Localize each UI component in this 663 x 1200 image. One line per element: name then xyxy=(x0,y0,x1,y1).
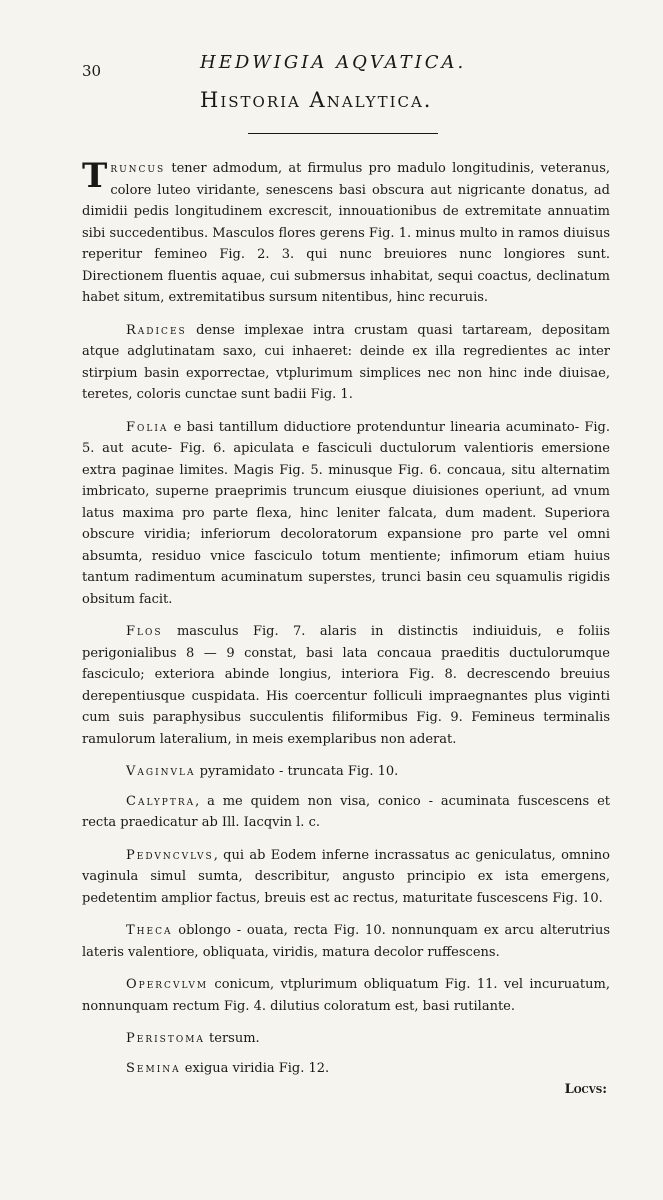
paragraph-lead-word: Flos xyxy=(126,624,163,639)
paragraph-text: tersum. xyxy=(204,1031,260,1046)
paragraph-lead-word: Semina xyxy=(126,1060,181,1076)
paragraph-folia xyxy=(82,417,610,611)
section-title: Historia Analytica. xyxy=(200,88,433,112)
paragraph-lead-word: runcus xyxy=(110,161,166,176)
paragraph-radices xyxy=(82,320,610,406)
paragraph-text: tener admodum, at firmulus pro madulo longitudinis, veteranus, colore luteo viridante, senescens basi obscura aut nigricante donatus, ad dimidii pedis longitudinem excrescit, innouationibus de extremitate annuatim sibi succedentibus. Masculos flores gerens Fig. 1. minus multo in ramos diuisus reperitur femineo Fig. 2. 3. qui nunc breuiores nunc longiores sunt. Directionem fluentis aquae, cui submersus inhabitat, sequi coactus, declinatum habet situm, extremitatibus sursum nitentibus, hinc recuruis. xyxy=(82,161,610,305)
paragraph-truncus xyxy=(82,158,610,309)
paragraph-pedunculus xyxy=(82,845,610,910)
paragraph-text: dense implexae intra crustam quasi tartaream, depositam atque adglutinatam saxo, cui inhaeret: deinde ex illa regredientes ac inter stirpium basin exporrectae, vtplurimum simplices nec non hinc inde diuisae, teretes, coloris cunctae sunt badii Fig. 1. xyxy=(82,322,610,402)
title-rule xyxy=(248,133,438,134)
paragraph-text: , a me quidem non visa, conico - acuminata fuscescens et recta praedicatur ab Ill. Iacqvin l. c. xyxy=(82,793,610,830)
paragraph-lead-word: Folia xyxy=(126,419,169,435)
paragraph-lead-word: Pedvncvlvs xyxy=(126,847,214,863)
paragraph-operculum xyxy=(82,974,610,1017)
paragraph-vaginula xyxy=(82,761,610,783)
paragraph-text: conicum, vtplurimum obliquatum Fig. 11. vel incuruatum, nonnunquam rectum Fig. 4. dilutius coloratum est, basi rutilante. xyxy=(82,977,610,1014)
paragraph-semina xyxy=(82,1058,610,1080)
catchword: Locvs: xyxy=(564,1082,607,1097)
paragraph-text: , qui ab Eodem inferne incrassatus ac geniculatus, omnino vaginula simul sumta, describitur, angusto principio ex ista emergens, pedetentim amplior factus, breuis est ac rectus, maturitate fuscescens Fig. 10. xyxy=(82,847,610,906)
paragraph-lead-word: Opercvlvm xyxy=(126,977,209,992)
paragraph-lead-word: Vaginvla xyxy=(126,764,196,779)
paragraph-calyptra xyxy=(82,791,610,834)
running-title: HEDWIGIA AQVATICA. xyxy=(200,52,467,73)
drop-cap-initial: T xyxy=(82,156,108,196)
paragraph-theca xyxy=(82,920,610,963)
paragraph-flos xyxy=(82,621,610,750)
paragraph-lead-word: Calyptra xyxy=(126,793,196,809)
paragraph-lead-word: Theca xyxy=(126,923,173,938)
paragraph-text: pyramidato - truncata Fig. 10. xyxy=(195,764,399,779)
paragraph-lead-word: Peristoma xyxy=(126,1031,205,1046)
paragraph-lead-word: Radices xyxy=(126,322,187,338)
paragraph-text: masculus Fig. 7. alaris in distinctis indiuiduis, e foliis perigonialibus 8 — 9 constat, basi lata concaua praeditis ductulorumque fasciculo; exteriora abinde longius, interiora Fig. 8. decrescendo breuius derepentiusque cuspidata. His coercentur folliculi impraegnantes plus viginti cum suis paraphysibus succulentis filiformibus Fig. 9. Femineus terminalis ramulorum lateralium, in meis exemplaribus non aderat. xyxy=(82,624,610,747)
paragraph-text: e basi tantillum diductiore protenduntur linearia acuminato- Fig. 5. aut acute- Fig. 6. apiculata e fasciculi ductulorum valentioris emersione extra paginae limites. Magis Fig. 5. minusque Fig. 6. concaua, situ alternatim imbricato, superne praeprimis truncum eiusque diuisiones operiunt, ad vnum latus maxima pro parte flexa, hinc leniter falcata, dum madent. Superiora obscure viridia; inferiorum decoloratorum expansione pro parte vel omni absumta, residuo vnice fasciculo totum mentiente; infimorum etiam huius tantum radimentum acuminatum superstes, trunci basin ceu squamulis rigidis obsitum facit. xyxy=(82,419,610,607)
paragraph-text: exigua viridia Fig. 12. xyxy=(180,1060,330,1076)
page-number: 30 xyxy=(82,62,102,80)
paragraph-peristoma xyxy=(82,1028,610,1050)
paragraph-text: oblongo - ouata, recta Fig. 10. nonnunquam ex arcu alterutrius lateris valentiore, obliquata, viridis, matura decolor ruffescens. xyxy=(82,923,610,960)
body-text xyxy=(82,158,610,1087)
